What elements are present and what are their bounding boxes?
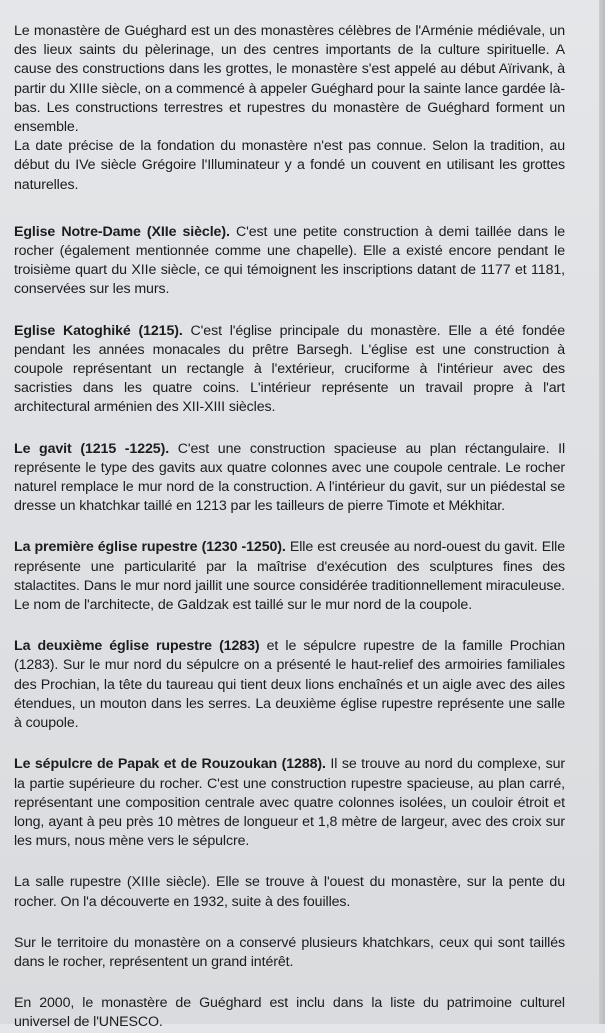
closing-rock-hall: La salle rupestre (XIIIe siècle). Elle se trouve à l'ouest du monastère, sur la pente du rocher. On l'a découverte en 1932, suite à des fouilles.	[14, 874, 565, 910]
section-title: Eglise Notre-Dame (XIIe siècle).	[14, 223, 230, 240]
section-text: et le sépulcre rupestre de la famille Prochian (1283). Sur le mur nord du sépulcre on a présenté le haut-relief des armoiries familiales des Prochian, la tête du taureau qui tient deux lions enchaînés et un aigle avec des ailes étendues, un mouton dans les serres. La deuxième église rupestre représente une salle à coupole.	[14, 638, 565, 732]
section-title: Le sépulcre de Papak et de Rouzoukan (1288).	[14, 756, 326, 773]
section-title: La première église rupestre (1230 -1250).	[14, 539, 286, 556]
section-katoghike	[14, 322, 565, 418]
intro-text-2: La date précise de la fondation du monastère n'est pas connue. Selon la tradition, au début du IVe siècle Grégoire l'Illuminateur y a fondé un couvent en utilisant les grottes naturelles.	[14, 138, 565, 193]
section-text: C'est l'église principale du monastère. Elle a été fondée pendant les années monacales du prêtre Barsegh. L'église est une construction à coupole représentant un rectangle à l'extérieur, cruciforme à l'intérieur avec des sacristies dans les quatre coins. L'intérieur représente un travail propre à l'art architectural arménien des XII-XIII siècles.	[14, 322, 565, 416]
intro-paragraph	[14, 22, 565, 195]
section-papak-sepulchre	[14, 755, 565, 851]
closing-unesco: En 2000, le monastère de Guéghard est inclu dans la liste du patrimoine culturel universel de l'UNESCO.	[14, 995, 565, 1031]
section-text: Il se trouve au nord du complexe, sur la partie supérieure du rocher. C'est une construction rupestre spacieuse, au plan carré, représentant une composition centrale avec quatre colonnes isolées, un couloir étroit et long, ayant à peu près 10 mètres de longueur et 1,8 mètre de largeur, avec des croix sur les murs, nous mène vers le sépulcre.	[14, 756, 565, 850]
section-text: Elle est creusée au nord-ouest du gavit. Elle représente une particularité par la maîtrise d'exécution des sculptures fines des stalactites. Dans le mur nord jaillit une source considérée traditionnellement miraculeuse. Le nom de l'architecte, de Galdzak est taillé sur le mur nord de la coupole.	[14, 539, 565, 614]
section-title: La deuxième église rupestre (1283)	[14, 638, 260, 655]
section-gavit	[14, 440, 565, 517]
intro-text-1: Le monastère de Guéghard est un des monastères célèbres de l'Arménie médiévale, un des lieux saints du pèlerinage, un des centres importants de la culture spirituelle. A cause des constructions dans les grottes, le monastère s'est appelé au début Aïrivank, à partir du XIIIe siècle, on a commencé à appeler Guéghard pour la sainte lance gardée là-bas. Les constructions terrestres et rupestres du monastère de Guéghard forment un ensemble.	[14, 23, 565, 136]
board-edge	[599, 0, 605, 1024]
section-title: Eglise Katoghiké (1215).	[14, 322, 183, 339]
section-title: Le gavit (1215 -1225).	[14, 440, 170, 457]
closing-khatchkars: Sur le territoire du monastère on a conservé plusieurs khatchkars, ceux qui sont taillés dans le rocher, représentent un grand intérêt.	[14, 934, 565, 970]
section-second-rock-church	[14, 637, 565, 733]
section-first-rock-church	[14, 538, 565, 615]
section-text: C'est une petite construction à demi taillée dans le rocher (également mentionnée comme une chapelle). Elle a existé encore pendant le troisième quart du XIIe siècle, ce qui témoignent les inscriptions datant de 1177 et 1181, conservées sur les murs.	[14, 223, 566, 298]
section-text: C'est une construction spacieuse au plan réctangulaire. Il représente le type des gavits aux quatre colonnes avec une coupole centrale. Le rocher naturel remplace le mur nord de la construction. A l'intérieur du gavit, sur un piédestal se dresse un khatchkar taillé en 1213 par les tailleurs de pierre Timote et Mékhitar.	[14, 440, 565, 515]
section-notre-dame	[14, 223, 565, 300]
